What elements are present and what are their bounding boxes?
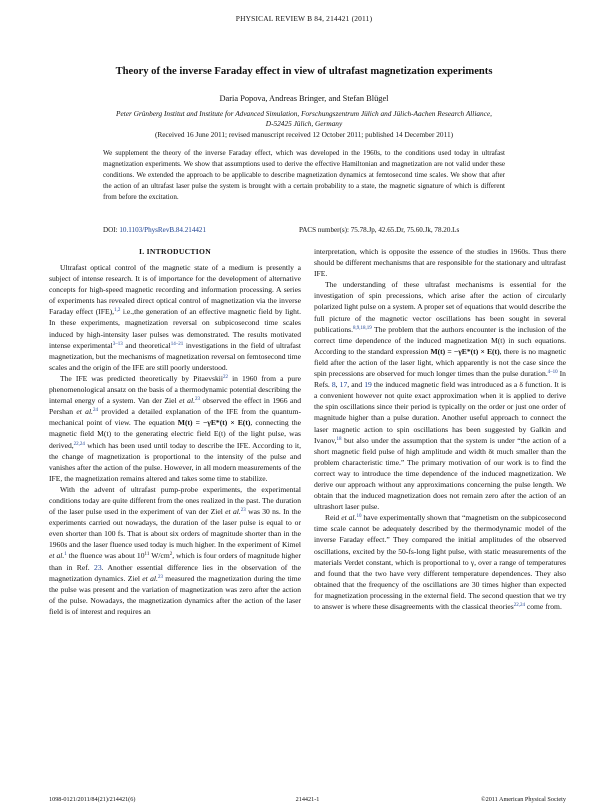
author-list: Daria Popova, Andreas Bringer, and Stefan Blügel <box>219 94 389 103</box>
paragraph: The understanding of these ultrafast mechanisms is essential for the investigation of spin precessions, which arise after the action of circularly polarized light pulse on a system. A proper set of equations that would describe the full picture of the magnetic vector oscillations has been sought in several publications.$^{8,9,18,19}$ The problem that the authors encounter is the inclusion of the correct time dependence of the induced magnetization M(t) in such equations. According to the standard expression M(t) = −γE*(t) × E(t), there is no magnetic field after the action of the laser light, which apparently is not the case since the spin precessions are observed for much longer times than the pulse duration.$^{4-10}$ In Refs. 8, 17, and 19 the induced magnetic field was introduced as a δ function. It is a convenient however not quite exact approximation when it is applied to derive the spin oscillations since their period is typically on the order or just one order of magnitude higher than a pulse duration. Another useful approach to connect the laser magnetic action to spin oscillations has been suggested by Galkin and Ivanov,$^{18}$ but also under the assumption that the system is under “the action of a short magnetic field pulse of high amplitude and width δt much smaller than the problem characteristic time.” The primary motivation of our work is to find the correct way to introduce the time dependence of the induced magnetization. We derive our approach without any approximations concerning the pulse length. We obtain that the induced magnetization does not remain zero after the action of an ultrashort laser pulse. <box>314 280 567 512</box>
pacs-numbers: PACS number(s): 75.78.Jp, 42.65.Dr, 75.60.Jk, 78.20.Ls <box>299 226 460 234</box>
left-column <box>49 246 301 617</box>
page-footer <box>49 796 566 803</box>
footer-page-number: 214421-1 <box>295 796 320 803</box>
doi-label: DOI: <box>103 226 118 234</box>
citation[interactable]: 23 <box>94 562 102 572</box>
citation[interactable]: 24 <box>92 408 98 414</box>
citation[interactable]: 23 <box>157 574 163 580</box>
citation[interactable]: 22,24 <box>513 603 525 608</box>
abstract: We supplement the theory of the inverse Faraday effect, which was developed in the 1960s, to the conditions used today in ultrafast magnetization experiments. We show that assumptions used to derive the effective Hamiltonian and magnetization are not valid under these conditions. We extended the approach to be applicable to describe magnetization dynamics at femtosecond time scales. We show that after the action of an ultrafast laser pulse the system is brought with a certain probability to a state, the magnetic signature of which is different from before the excitation. <box>103 149 505 202</box>
citation[interactable]: 8 <box>331 380 336 390</box>
citation[interactable]: 23 <box>194 397 200 403</box>
citation[interactable]: 17 <box>339 380 348 390</box>
affiliation-line: Peter Grünberg Institut and Institute for Advanced Simulation, Forschungszentrum Jülich and Jülich-Aachen Research Alliance, <box>116 109 492 118</box>
received-dates: (Received 16 June 2011; revised manuscript received 12 October 2011; published 14 December 2011) <box>154 130 454 139</box>
citation[interactable]: 3–13 <box>112 341 123 347</box>
paragraph: With the advent of ultrafast pump-probe experiments, the experimental conditions today are quite different from the ones realized in the past. The duration of the laser pulse used in the experiment of van der Ziel et al.$^{23}$ was 30 ns. In the experiments carried out nowadays, the duration of the laser pulse is equal to or even shorter than 100 fs. That is about six orders of magnitude shorter than in the 1960s and the laser fluence used today is much higher. In the experiment of Kimel et al.$^1$ the fluence was about $10^{11}$ $W/cm^2$, which is four orders of magnitude higher than in Ref. 23. Another essential difference lies in the observation of the magnetization dynamics. Ziel et al.$^{23}$ measured the magnetization during the time the pulse was present and the variation of magnetization was zero after the action of the pulse. Nowadays, the magnetization dynamics after the action of the laser field is of interest and requires an <box>49 484 301 616</box>
paragraph: Reid et al.$^{10}$ have experimentally shown that “magnetism on the subpicosecond time scale cannot be adequately described by the thermodynamic model of the inverse Faraday effect.” They compared the initial amplitudes of the observed oscillations, excited by the 50-fs-long light pulse, with static measurements of the materials Verdet constant, which is proportional to γ, over a range of temperatures and found that the two have very different temperature dependences. They also obtained that the frequency of the oscillations are 30 times higher than expected for magnetization processing in the external field. The second question that we try to answer is where these disagreements with the classical theories$^{22,24}$ come from. <box>314 513 566 611</box>
paragraph: interpretation, which is opposite the essence of the studies in 1960s. Thus there should be different mechanisms that are responsible for the stationary and ultrafast IFE. <box>314 247 566 279</box>
right-column <box>314 246 566 612</box>
citation[interactable]: 18 <box>336 436 342 442</box>
doi-pacs-line <box>103 226 505 234</box>
citation[interactable]: 10 <box>356 514 362 520</box>
paper-title: Theory of the inverse Faraday effect in view of ultrafast magnetization experiments <box>115 66 493 77</box>
doi-link[interactable]: 10.1103/PhysRevB.84.214421 <box>119 226 207 234</box>
equation: M(t) = −γE*(t) × E(t) <box>177 418 251 428</box>
footer-issn: 1098-0121/2011/84(21)/214421(6) <box>49 796 136 803</box>
affiliation <box>60 109 548 130</box>
citation[interactable]: 4–10 <box>547 370 558 376</box>
citation[interactable]: 1 <box>64 552 67 558</box>
running-head: PHYSICAL REVIEW B 84, 214421 (2011) <box>235 14 373 23</box>
affiliation-line: D-52425 Jülich, Germany <box>265 119 343 129</box>
citation[interactable]: 14–21 <box>170 341 184 347</box>
citation[interactable]: 23 <box>240 508 246 514</box>
citation[interactable]: 19 <box>364 380 372 390</box>
equation: M(t) = −γE*(t) × E(t) <box>430 346 500 356</box>
citation[interactable]: 22,24 <box>73 441 85 447</box>
footer-copyright: ©2011 American Physical Society <box>480 796 566 803</box>
citation[interactable]: 22 <box>223 374 229 380</box>
citation[interactable]: 8,9,18,19 <box>353 325 372 331</box>
paragraph: Ultrafast optical control of the magnetic state of a medium is presently a subject of intense research. It is of importance for the development of alternative concepts for high-speed magnetic recording and information processing. A series of experiments has revealed direct optical control of magnetization via the inverse Faraday effect (IFE),$^{1,2}$ i.e.,the generation of an effective magnetic field by light. In these experiments, magnetization reversal on subpicosecond time scales induced by high-intensity laser pulses was demonstrated. The results motivated intense experimental$^{3-13}$ and theoretical$^{14-21}$ investigations in the field of ultrafast magnetization, but the mechanisms of magnetization reversal on femtosecond time scales and the origin of the IFE are still poorly understood. <box>49 263 301 372</box>
citation[interactable]: 1,2 <box>114 308 121 314</box>
section-heading: I. INTRODUCTION <box>138 247 211 256</box>
paragraph: The IFE was predicted theoretically by Pitaevskii$^{22}$ in 1960 from a pure phenomenological ansatz on the basis of a thermodynamic potential describing the internal energy of a system. Van der Ziel et al.$^{23}$ observed the effect in 1966 and Pershan et al.$^{24}$ provided a detailed explanation of the IFE from the quantum-mechanical point of view. The equation M(t) = −γE*(t) × E(t), connecting the magnetic field M(t) to the generating electric field E(t) of the light pulse, was derived,$^{22,24}$ which has been used until today to describe the IFE. According to it, the change of magnetization is proportional to the intensity of the pulse and vanishes after the action of the pulse. However, in all modern measurements of the IFE, the magnetization remains altered and takes some time to stabilize. <box>49 373 301 483</box>
